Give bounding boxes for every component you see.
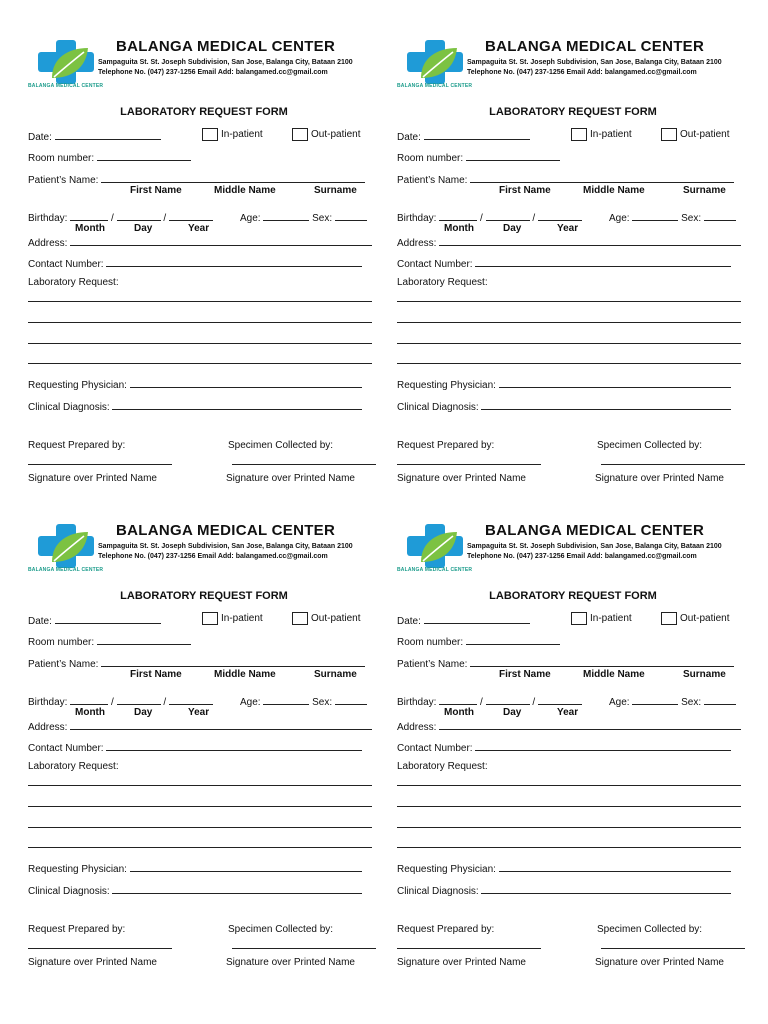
address-row xyxy=(397,236,741,249)
month-caption: Month xyxy=(75,223,105,234)
prepared-by-signature-line[interactable] xyxy=(397,464,541,465)
room-label: Room number: xyxy=(28,153,95,164)
inpatient-label: In-patient xyxy=(221,129,263,141)
birth-year-field[interactable] xyxy=(538,211,582,221)
lab-request-line[interactable] xyxy=(397,322,741,323)
lab-request-label: Laboratory Request: xyxy=(397,761,488,772)
address-row xyxy=(397,720,741,733)
inpatient-checkbox[interactable] xyxy=(202,612,218,625)
outpatient-label: Out-patient xyxy=(680,613,730,625)
physician-row xyxy=(28,378,362,391)
birth-day-field[interactable] xyxy=(117,211,161,221)
date-row xyxy=(28,614,161,627)
lab-request-line[interactable] xyxy=(28,806,372,807)
diagnosis-field[interactable] xyxy=(112,400,362,410)
patient-name-field[interactable] xyxy=(101,657,365,667)
physician-row xyxy=(397,378,731,391)
physician-row xyxy=(397,862,731,875)
room-label: Room number: xyxy=(397,153,464,164)
first-name-caption: First Name xyxy=(130,669,182,680)
date-label: Date: xyxy=(28,616,52,627)
physician-field[interactable] xyxy=(499,378,731,388)
hospital-address: Sampaguita St. St. Joseph Subdivision, San Jose, Balanga City, Bataan 2100 xyxy=(467,59,722,66)
surname-caption: Surname xyxy=(683,669,726,680)
middle-name-caption: Middle Name xyxy=(583,669,645,680)
outpatient-label: Out-patient xyxy=(680,129,730,141)
sex-field[interactable] xyxy=(704,695,736,705)
address-label: Address: xyxy=(397,722,437,733)
prepared-by-label: Request Prepared by: xyxy=(397,440,495,451)
room-row xyxy=(28,635,191,648)
year-caption: Year xyxy=(188,707,210,718)
sex-label: Sex: xyxy=(312,213,333,224)
inpatient-label: In-patient xyxy=(590,129,632,141)
physician-field[interactable] xyxy=(130,862,362,872)
physician-row xyxy=(28,862,362,875)
prepared-by-signature-line[interactable] xyxy=(28,948,172,949)
inpatient-checkbox[interactable] xyxy=(571,128,587,141)
prepared-signature-caption: Signature over Printed Name xyxy=(397,473,526,484)
prepared-signature-caption: Signature over Printed Name xyxy=(397,957,526,968)
patient-name-label: Patient’s Name: xyxy=(397,659,468,670)
birthday-label: Birthday: xyxy=(397,697,437,708)
sex-label: Sex: xyxy=(681,213,702,224)
lab-request-row xyxy=(397,761,488,772)
outpatient-option[interactable] xyxy=(292,128,360,141)
lab-request-line[interactable] xyxy=(397,806,741,807)
collected-signature-caption: Signature over Printed Name xyxy=(226,957,355,968)
room-row xyxy=(28,151,191,164)
diagnosis-row xyxy=(28,400,362,413)
collected-by-signature-line[interactable] xyxy=(232,464,376,465)
birth-month-field[interactable] xyxy=(70,211,108,221)
patient-name-field[interactable] xyxy=(470,657,734,667)
birthday-row xyxy=(28,211,213,224)
birth-day-field[interactable] xyxy=(117,695,161,705)
diagnosis-label: Clinical Diagnosis: xyxy=(28,402,110,413)
age-field[interactable] xyxy=(632,695,678,705)
sex-field[interactable] xyxy=(335,211,367,221)
room-label: Room number: xyxy=(397,637,464,648)
date-field[interactable] xyxy=(55,614,161,624)
lab-request-form-top-left xyxy=(28,36,380,504)
lab-request-label: Laboratory Request: xyxy=(397,277,488,288)
birthday-separator: / xyxy=(532,697,536,708)
outpatient-option[interactable] xyxy=(661,612,729,625)
diagnosis-field[interactable] xyxy=(112,884,362,894)
day-caption: Day xyxy=(503,707,522,718)
sex-field[interactable] xyxy=(704,211,736,221)
age-field[interactable] xyxy=(263,695,309,705)
birthday-separator: / xyxy=(111,697,114,708)
patient-name-label: Patient’s Name: xyxy=(28,175,99,186)
lab-request-row xyxy=(28,277,119,288)
contact-field[interactable] xyxy=(106,257,362,267)
lab-request-form-bottom-left xyxy=(28,520,380,988)
sex-label: Sex: xyxy=(681,697,702,708)
hospital-name: BALANGA MEDICAL CENTER xyxy=(116,522,336,539)
contact-field[interactable] xyxy=(475,741,731,751)
address-label: Address: xyxy=(28,238,68,249)
year-caption: Year xyxy=(557,707,579,718)
collected-signature-caption: Signature over Printed Name xyxy=(226,473,355,484)
outpatient-option[interactable] xyxy=(661,128,729,141)
collected-by-signature-line[interactable] xyxy=(601,464,745,465)
birthday-row xyxy=(397,211,582,224)
hospital-name: BALANGA MEDICAL CENTER xyxy=(485,522,705,539)
age-sex-row xyxy=(240,211,367,224)
diagnosis-field[interactable] xyxy=(481,400,731,410)
inpatient-label: In-patient xyxy=(590,613,632,625)
lab-request-line[interactable] xyxy=(397,301,741,302)
age-sex-row xyxy=(609,695,736,708)
age-field[interactable] xyxy=(632,211,678,221)
age-field[interactable] xyxy=(263,211,309,221)
form-title: LABORATORY REQUEST FORM xyxy=(489,590,657,602)
address-label: Address: xyxy=(28,722,68,733)
address-row xyxy=(28,236,372,249)
form-title: LABORATORY REQUEST FORM xyxy=(489,106,657,118)
diagnosis-field[interactable] xyxy=(481,884,731,894)
room-label: Room number: xyxy=(28,637,95,648)
birth-month-field[interactable] xyxy=(439,211,477,221)
patient-name-label: Patient’s Name: xyxy=(28,659,99,670)
address-field[interactable] xyxy=(439,236,741,246)
hospital-contact: Telephone No. (047) 237-1256 Email Add: balangamed.cc@gmail.com xyxy=(98,553,328,560)
age-sex-row xyxy=(609,211,736,224)
patient-name-field[interactable] xyxy=(101,173,365,183)
address-field[interactable] xyxy=(439,720,741,730)
birthday-separator: / xyxy=(480,697,483,708)
outpatient-checkbox[interactable] xyxy=(661,128,677,141)
form-header xyxy=(28,36,380,94)
age-label: Age: xyxy=(240,213,261,224)
medical-cross-leaf-logo-icon xyxy=(38,524,94,568)
birth-year-field[interactable] xyxy=(538,695,582,705)
date-row xyxy=(397,614,530,627)
outpatient-checkbox[interactable] xyxy=(292,128,308,141)
middle-name-caption: Middle Name xyxy=(583,185,645,196)
birth-year-field[interactable] xyxy=(169,695,213,705)
birth-day-field[interactable] xyxy=(486,211,530,221)
room-field[interactable] xyxy=(97,151,191,161)
lab-request-row xyxy=(28,761,119,772)
birthday-label: Birthday: xyxy=(397,213,437,224)
hospital-address: Sampaguita St. St. Joseph Subdivision, San Jose, Balanga City, Bataan 2100 xyxy=(98,543,353,550)
sex-field[interactable] xyxy=(335,695,367,705)
address-label: Address: xyxy=(397,238,437,249)
address-field[interactable] xyxy=(70,236,372,246)
form-header xyxy=(397,520,749,578)
month-caption: Month xyxy=(444,707,474,718)
inpatient-checkbox[interactable] xyxy=(202,128,218,141)
contact-row xyxy=(28,257,362,270)
first-name-caption: First Name xyxy=(130,185,182,196)
diagnosis-row xyxy=(397,884,731,897)
birthday-separator: / xyxy=(163,697,167,708)
date-label: Date: xyxy=(28,132,52,143)
birth-month-field[interactable] xyxy=(439,695,477,705)
address-field[interactable] xyxy=(70,720,372,730)
lab-request-line[interactable] xyxy=(397,343,741,344)
age-label: Age: xyxy=(609,213,630,224)
sex-label: Sex: xyxy=(312,697,333,708)
inpatient-checkbox[interactable] xyxy=(571,612,587,625)
contact-row xyxy=(397,257,731,270)
birthday-label: Birthday: xyxy=(28,213,68,224)
patient-name-label: Patient’s Name: xyxy=(397,175,468,186)
prepared-by-label: Request Prepared by: xyxy=(397,924,495,935)
logo-caption: BALANGA MEDICAL CENTER xyxy=(28,83,104,89)
prepared-by-signature-line[interactable] xyxy=(28,464,172,465)
birthday-separator: / xyxy=(480,213,483,224)
age-label: Age: xyxy=(240,697,261,708)
address-row xyxy=(28,720,372,733)
physician-field[interactable] xyxy=(499,862,731,872)
birthday-row xyxy=(397,695,582,708)
hospital-contact: Telephone No. (047) 237-1256 Email Add: balangamed.cc@gmail.com xyxy=(467,553,697,560)
diagnosis-row xyxy=(397,400,731,413)
outpatient-label: Out-patient xyxy=(311,613,361,625)
month-caption: Month xyxy=(444,223,474,234)
lab-request-row xyxy=(397,277,488,288)
lab-request-line[interactable] xyxy=(28,343,372,344)
date-field[interactable] xyxy=(424,614,530,624)
lab-request-form-top-right xyxy=(397,36,749,504)
lab-request-line[interactable] xyxy=(28,827,372,828)
lab-request-line[interactable] xyxy=(397,847,741,848)
birthday-separator: / xyxy=(111,213,114,224)
contact-row xyxy=(28,741,362,754)
diagnosis-label: Clinical Diagnosis: xyxy=(397,402,479,413)
date-label: Date: xyxy=(397,616,421,627)
contact-field[interactable] xyxy=(475,257,731,267)
medical-cross-leaf-logo-icon xyxy=(38,40,94,84)
surname-caption: Surname xyxy=(314,185,357,196)
first-name-caption: First Name xyxy=(499,669,551,680)
inpatient-label: In-patient xyxy=(221,613,263,625)
lab-request-label: Laboratory Request: xyxy=(28,761,119,772)
hospital-contact: Telephone No. (047) 237-1256 Email Add: balangamed.cc@gmail.com xyxy=(98,69,328,76)
first-name-caption: First Name xyxy=(499,185,551,196)
logo-caption: BALANGA MEDICAL CENTER xyxy=(397,567,473,573)
age-label: Age: xyxy=(609,697,630,708)
date-label: Date: xyxy=(397,132,421,143)
date-field[interactable] xyxy=(55,130,161,140)
outpatient-label: Out-patient xyxy=(311,129,361,141)
year-caption: Year xyxy=(188,223,210,234)
lab-request-line[interactable] xyxy=(28,322,372,323)
physician-label: Requesting Physician: xyxy=(28,380,127,391)
birth-day-field[interactable] xyxy=(486,695,530,705)
room-row xyxy=(397,635,560,648)
physician-label: Requesting Physician: xyxy=(28,864,127,875)
room-field[interactable] xyxy=(97,635,191,645)
birth-month-field[interactable] xyxy=(70,695,108,705)
inpatient-option[interactable] xyxy=(571,128,632,141)
logo-caption: BALANGA MEDICAL CENTER xyxy=(28,567,104,573)
age-sex-row xyxy=(240,695,367,708)
lab-request-line[interactable] xyxy=(28,363,372,364)
hospital-address: Sampaguita St. St. Joseph Subdivision, San Jose, Balanga City, Bataan 2100 xyxy=(98,59,353,66)
lab-request-label: Laboratory Request: xyxy=(28,277,119,288)
day-caption: Day xyxy=(134,707,153,718)
hospital-name: BALANGA MEDICAL CENTER xyxy=(116,38,336,55)
date-row xyxy=(28,130,161,143)
hospital-address: Sampaguita St. St. Joseph Subdivision, San Jose, Balanga City, Bataan 2100 xyxy=(467,543,722,550)
lab-request-line[interactable] xyxy=(397,827,741,828)
prepared-signature-caption: Signature over Printed Name xyxy=(28,473,157,484)
medical-cross-leaf-logo-icon xyxy=(407,40,463,84)
room-row xyxy=(397,151,560,164)
outpatient-checkbox[interactable] xyxy=(292,612,308,625)
birthday-label: Birthday: xyxy=(28,697,68,708)
room-field[interactable] xyxy=(466,151,560,161)
contact-field[interactable] xyxy=(106,741,362,751)
inpatient-option[interactable] xyxy=(571,612,632,625)
physician-field[interactable] xyxy=(130,378,362,388)
lab-request-line[interactable] xyxy=(28,301,372,302)
surname-caption: Surname xyxy=(683,185,726,196)
hospital-contact: Telephone No. (047) 237-1256 Email Add: balangamed.cc@gmail.com xyxy=(467,69,697,76)
date-field[interactable] xyxy=(424,130,530,140)
inpatient-option[interactable] xyxy=(202,128,263,141)
middle-name-caption: Middle Name xyxy=(214,185,276,196)
form-header xyxy=(28,520,380,578)
medical-cross-leaf-logo-icon xyxy=(407,524,463,568)
surname-caption: Surname xyxy=(314,669,357,680)
birth-year-field[interactable] xyxy=(169,211,213,221)
lab-request-form-bottom-right xyxy=(397,520,749,988)
birthday-row xyxy=(28,695,213,708)
inpatient-option[interactable] xyxy=(202,612,263,625)
contact-label: Contact Number: xyxy=(397,259,473,270)
day-caption: Day xyxy=(134,223,153,234)
physician-label: Requesting Physician: xyxy=(397,380,496,391)
outpatient-option[interactable] xyxy=(292,612,360,625)
form-title: LABORATORY REQUEST FORM xyxy=(120,590,288,602)
diagnosis-label: Clinical Diagnosis: xyxy=(28,886,110,897)
collected-by-label: Specimen Collected by: xyxy=(228,924,334,935)
collected-signature-caption: Signature over Printed Name xyxy=(595,957,724,968)
day-caption: Day xyxy=(503,223,522,234)
logo-caption: BALANGA MEDICAL CENTER xyxy=(397,83,473,89)
collected-by-label: Specimen Collected by: xyxy=(228,440,334,451)
collected-by-label: Specimen Collected by: xyxy=(597,924,703,935)
hospital-name: BALANGA MEDICAL CENTER xyxy=(485,38,705,55)
physician-label: Requesting Physician: xyxy=(397,864,496,875)
lab-request-line[interactable] xyxy=(397,785,741,786)
prepared-by-label: Request Prepared by: xyxy=(28,440,126,451)
lab-request-line[interactable] xyxy=(28,847,372,848)
collected-by-signature-line[interactable] xyxy=(232,948,376,949)
form-header xyxy=(397,36,749,94)
month-caption: Month xyxy=(75,707,105,718)
lab-request-line[interactable] xyxy=(28,785,372,786)
diagnosis-row xyxy=(28,884,362,897)
contact-row xyxy=(397,741,731,754)
form-title: LABORATORY REQUEST FORM xyxy=(120,106,288,118)
lab-request-line[interactable] xyxy=(397,363,741,364)
middle-name-caption: Middle Name xyxy=(214,669,276,680)
diagnosis-label: Clinical Diagnosis: xyxy=(397,886,479,897)
birthday-separator: / xyxy=(163,213,167,224)
room-field[interactable] xyxy=(466,635,560,645)
collected-signature-caption: Signature over Printed Name xyxy=(595,473,724,484)
contact-label: Contact Number: xyxy=(28,259,104,270)
prepared-by-label: Request Prepared by: xyxy=(28,924,126,935)
year-caption: Year xyxy=(557,223,579,234)
collected-by-signature-line[interactable] xyxy=(601,948,745,949)
prepared-by-signature-line[interactable] xyxy=(397,948,541,949)
patient-name-field[interactable] xyxy=(470,173,734,183)
prepared-signature-caption: Signature over Printed Name xyxy=(28,957,157,968)
date-row xyxy=(397,130,530,143)
collected-by-label: Specimen Collected by: xyxy=(597,440,703,451)
outpatient-checkbox[interactable] xyxy=(661,612,677,625)
birthday-separator: / xyxy=(532,213,536,224)
contact-label: Contact Number: xyxy=(28,743,104,754)
contact-label: Contact Number: xyxy=(397,743,473,754)
